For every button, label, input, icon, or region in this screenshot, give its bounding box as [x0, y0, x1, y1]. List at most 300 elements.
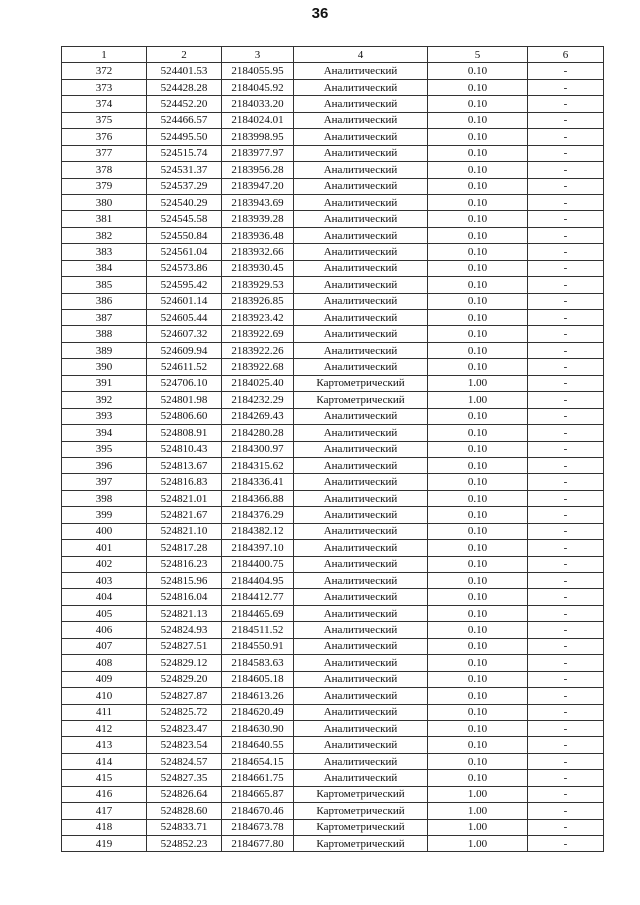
- y-coordinate-cell: 2183930.45: [222, 260, 294, 276]
- table-row: [62, 162, 604, 178]
- accuracy-cell: 0.10: [428, 622, 528, 638]
- y-coordinate-cell: 2184376.29: [222, 507, 294, 523]
- note-cell: -: [528, 112, 604, 128]
- column-header-1: 1: [62, 47, 147, 63]
- point-number-cell: 417: [62, 803, 147, 819]
- note-cell: -: [528, 457, 604, 473]
- note-cell: -: [528, 162, 604, 178]
- table-row: [62, 655, 604, 671]
- point-number-cell: 418: [62, 819, 147, 835]
- y-coordinate-cell: 2183998.95: [222, 129, 294, 145]
- y-coordinate-cell: 2183922.26: [222, 342, 294, 358]
- table-row: [62, 79, 604, 95]
- column-header-6: 6: [528, 47, 604, 63]
- y-coordinate-cell: 2183923.42: [222, 310, 294, 326]
- point-number-cell: 419: [62, 836, 147, 852]
- note-cell: -: [528, 145, 604, 161]
- note-cell: -: [528, 638, 604, 654]
- point-number-cell: 393: [62, 408, 147, 424]
- table-row: [62, 507, 604, 523]
- table-header: [62, 47, 604, 63]
- table-row: [62, 112, 604, 128]
- accuracy-cell: 0.10: [428, 310, 528, 326]
- table-row: [62, 408, 604, 424]
- table-row: [62, 720, 604, 736]
- table-row: [62, 392, 604, 408]
- point-number-cell: 412: [62, 720, 147, 736]
- method-cell: Аналитический: [294, 720, 428, 736]
- table-row: [62, 375, 604, 391]
- point-number-cell: 397: [62, 474, 147, 490]
- accuracy-cell: 0.10: [428, 145, 528, 161]
- y-coordinate-cell: 2184670.46: [222, 803, 294, 819]
- accuracy-cell: 0.10: [428, 359, 528, 375]
- note-cell: -: [528, 79, 604, 95]
- y-coordinate-cell: 2184620.49: [222, 704, 294, 720]
- method-cell: Аналитический: [294, 622, 428, 638]
- accuracy-cell: 0.10: [428, 573, 528, 589]
- method-cell: Аналитический: [294, 162, 428, 178]
- x-coordinate-cell: 524595.42: [147, 277, 222, 293]
- point-number-cell: 395: [62, 441, 147, 457]
- y-coordinate-cell: 2183926.85: [222, 293, 294, 309]
- column-header-3: 3: [222, 47, 294, 63]
- point-number-cell: 403: [62, 573, 147, 589]
- note-cell: -: [528, 425, 604, 441]
- point-number-cell: 384: [62, 260, 147, 276]
- note-cell: -: [528, 129, 604, 145]
- y-coordinate-cell: 2184045.92: [222, 79, 294, 95]
- table-row: [62, 326, 604, 342]
- table-row: [62, 178, 604, 194]
- accuracy-cell: 1.00: [428, 819, 528, 835]
- x-coordinate-cell: 524806.60: [147, 408, 222, 424]
- y-coordinate-cell: 2184024.01: [222, 112, 294, 128]
- table-row: [62, 96, 604, 112]
- point-number-cell: 398: [62, 490, 147, 506]
- x-coordinate-cell: 524824.93: [147, 622, 222, 638]
- x-coordinate-cell: 524801.98: [147, 392, 222, 408]
- accuracy-cell: 1.00: [428, 392, 528, 408]
- note-cell: -: [528, 96, 604, 112]
- x-coordinate-cell: 524561.04: [147, 244, 222, 260]
- method-cell: Аналитический: [294, 244, 428, 260]
- table-row: [62, 589, 604, 605]
- accuracy-cell: 0.10: [428, 556, 528, 572]
- method-cell: Аналитический: [294, 589, 428, 605]
- table-row: [62, 638, 604, 654]
- point-number-cell: 392: [62, 392, 147, 408]
- point-number-cell: 405: [62, 605, 147, 621]
- x-coordinate-cell: 524401.53: [147, 63, 222, 79]
- y-coordinate-cell: 2184613.26: [222, 688, 294, 704]
- note-cell: -: [528, 293, 604, 309]
- accuracy-cell: 0.10: [428, 211, 528, 227]
- x-coordinate-cell: 524833.71: [147, 819, 222, 835]
- method-cell: Аналитический: [294, 556, 428, 572]
- note-cell: -: [528, 523, 604, 539]
- accuracy-cell: 1.00: [428, 375, 528, 391]
- point-number-cell: 374: [62, 96, 147, 112]
- note-cell: -: [528, 392, 604, 408]
- table-row: [62, 310, 604, 326]
- point-number-cell: 413: [62, 737, 147, 753]
- method-cell: Аналитический: [294, 260, 428, 276]
- method-cell: Аналитический: [294, 737, 428, 753]
- accuracy-cell: 0.10: [428, 178, 528, 194]
- x-coordinate-cell: 524810.43: [147, 441, 222, 457]
- point-number-cell: 414: [62, 753, 147, 769]
- point-number-cell: 402: [62, 556, 147, 572]
- x-coordinate-cell: 524817.28: [147, 540, 222, 556]
- accuracy-cell: 0.10: [428, 260, 528, 276]
- x-coordinate-cell: 524531.37: [147, 162, 222, 178]
- point-number-cell: 415: [62, 770, 147, 786]
- note-cell: -: [528, 260, 604, 276]
- y-coordinate-cell: 2184232.29: [222, 392, 294, 408]
- note-cell: -: [528, 326, 604, 342]
- x-coordinate-cell: 524601.14: [147, 293, 222, 309]
- note-cell: -: [528, 342, 604, 358]
- accuracy-cell: 0.10: [428, 425, 528, 441]
- accuracy-cell: 1.00: [428, 786, 528, 802]
- y-coordinate-cell: 2184280.28: [222, 425, 294, 441]
- accuracy-cell: 0.10: [428, 112, 528, 128]
- point-number-cell: 409: [62, 671, 147, 687]
- note-cell: -: [528, 803, 604, 819]
- method-cell: Картометрический: [294, 803, 428, 819]
- accuracy-cell: 0.10: [428, 474, 528, 490]
- point-number-cell: 408: [62, 655, 147, 671]
- coordinates-table: [61, 46, 604, 852]
- x-coordinate-cell: 524495.50: [147, 129, 222, 145]
- method-cell: Аналитический: [294, 293, 428, 309]
- note-cell: -: [528, 655, 604, 671]
- note-cell: -: [528, 474, 604, 490]
- point-number-cell: 410: [62, 688, 147, 704]
- table-row: [62, 803, 604, 819]
- y-coordinate-cell: 2184654.15: [222, 753, 294, 769]
- point-number-cell: 380: [62, 194, 147, 210]
- y-coordinate-cell: 2184630.90: [222, 720, 294, 736]
- accuracy-cell: 0.10: [428, 540, 528, 556]
- accuracy-cell: 0.10: [428, 638, 528, 654]
- y-coordinate-cell: 2183936.48: [222, 227, 294, 243]
- table-body: [62, 63, 604, 852]
- point-number-cell: 404: [62, 589, 147, 605]
- x-coordinate-cell: 524829.20: [147, 671, 222, 687]
- table-row: [62, 227, 604, 243]
- table-row: [62, 194, 604, 210]
- accuracy-cell: 0.10: [428, 162, 528, 178]
- method-cell: Картометрический: [294, 786, 428, 802]
- point-number-cell: 378: [62, 162, 147, 178]
- y-coordinate-cell: 2183977.97: [222, 145, 294, 161]
- table-row: [62, 704, 604, 720]
- accuracy-cell: 0.10: [428, 194, 528, 210]
- note-cell: -: [528, 556, 604, 572]
- x-coordinate-cell: 524611.52: [147, 359, 222, 375]
- y-coordinate-cell: 2184661.75: [222, 770, 294, 786]
- table-row: [62, 836, 604, 852]
- point-number-cell: 416: [62, 786, 147, 802]
- x-coordinate-cell: 524808.91: [147, 425, 222, 441]
- y-coordinate-cell: 2184382.12: [222, 523, 294, 539]
- note-cell: -: [528, 277, 604, 293]
- y-coordinate-cell: 2184665.87: [222, 786, 294, 802]
- y-coordinate-cell: 2184055.95: [222, 63, 294, 79]
- table-row: [62, 277, 604, 293]
- accuracy-cell: 0.10: [428, 655, 528, 671]
- note-cell: -: [528, 688, 604, 704]
- table-row: [62, 457, 604, 473]
- note-cell: -: [528, 836, 604, 852]
- x-coordinate-cell: 524540.29: [147, 194, 222, 210]
- accuracy-cell: 0.10: [428, 63, 528, 79]
- point-number-cell: 391: [62, 375, 147, 391]
- accuracy-cell: 1.00: [428, 803, 528, 819]
- y-coordinate-cell: 2184605.18: [222, 671, 294, 687]
- table-row: [62, 737, 604, 753]
- method-cell: Аналитический: [294, 277, 428, 293]
- x-coordinate-cell: 524573.86: [147, 260, 222, 276]
- note-cell: -: [528, 540, 604, 556]
- point-number-cell: 375: [62, 112, 147, 128]
- y-coordinate-cell: 2183932.66: [222, 244, 294, 260]
- x-coordinate-cell: 524816.23: [147, 556, 222, 572]
- y-coordinate-cell: 2184400.75: [222, 556, 294, 572]
- method-cell: Аналитический: [294, 441, 428, 457]
- method-cell: Аналитический: [294, 408, 428, 424]
- column-header-4: 4: [294, 47, 428, 63]
- accuracy-cell: 0.10: [428, 441, 528, 457]
- y-coordinate-cell: 2184465.69: [222, 605, 294, 621]
- method-cell: Аналитический: [294, 79, 428, 95]
- y-coordinate-cell: 2183939.28: [222, 211, 294, 227]
- table-row: [62, 786, 604, 802]
- method-cell: Аналитический: [294, 704, 428, 720]
- x-coordinate-cell: 524816.83: [147, 474, 222, 490]
- y-coordinate-cell: 2184640.55: [222, 737, 294, 753]
- note-cell: -: [528, 786, 604, 802]
- x-coordinate-cell: 524825.72: [147, 704, 222, 720]
- point-number-cell: 377: [62, 145, 147, 161]
- point-number-cell: 385: [62, 277, 147, 293]
- point-number-cell: 386: [62, 293, 147, 309]
- method-cell: Аналитический: [294, 507, 428, 523]
- note-cell: -: [528, 605, 604, 621]
- point-number-cell: 407: [62, 638, 147, 654]
- y-coordinate-cell: 2184677.80: [222, 836, 294, 852]
- note-cell: -: [528, 671, 604, 687]
- accuracy-cell: 0.10: [428, 79, 528, 95]
- table-row: [62, 244, 604, 260]
- method-cell: Аналитический: [294, 688, 428, 704]
- table-row: [62, 425, 604, 441]
- method-cell: Аналитический: [294, 310, 428, 326]
- x-coordinate-cell: 524827.87: [147, 688, 222, 704]
- y-coordinate-cell: 2183929.53: [222, 277, 294, 293]
- x-coordinate-cell: 524428.28: [147, 79, 222, 95]
- note-cell: -: [528, 589, 604, 605]
- x-coordinate-cell: 524823.54: [147, 737, 222, 753]
- y-coordinate-cell: 2184315.62: [222, 457, 294, 473]
- method-cell: Аналитический: [294, 770, 428, 786]
- x-coordinate-cell: 524816.04: [147, 589, 222, 605]
- point-number-cell: 390: [62, 359, 147, 375]
- method-cell: Аналитический: [294, 194, 428, 210]
- y-coordinate-cell: 2184025.40: [222, 375, 294, 391]
- x-coordinate-cell: 524609.94: [147, 342, 222, 358]
- x-coordinate-cell: 524815.96: [147, 573, 222, 589]
- note-cell: -: [528, 178, 604, 194]
- point-number-cell: 400: [62, 523, 147, 539]
- note-cell: -: [528, 704, 604, 720]
- y-coordinate-cell: 2183922.68: [222, 359, 294, 375]
- point-number-cell: 381: [62, 211, 147, 227]
- note-cell: -: [528, 211, 604, 227]
- x-coordinate-cell: 524826.64: [147, 786, 222, 802]
- x-coordinate-cell: 524452.20: [147, 96, 222, 112]
- table-row: [62, 145, 604, 161]
- table-row: [62, 211, 604, 227]
- method-cell: Аналитический: [294, 63, 428, 79]
- accuracy-cell: 0.10: [428, 227, 528, 243]
- method-cell: Аналитический: [294, 178, 428, 194]
- method-cell: Аналитический: [294, 655, 428, 671]
- table-row: [62, 441, 604, 457]
- table-row: [62, 63, 604, 79]
- note-cell: -: [528, 490, 604, 506]
- y-coordinate-cell: 2184511.52: [222, 622, 294, 638]
- note-cell: -: [528, 359, 604, 375]
- y-coordinate-cell: 2183943.69: [222, 194, 294, 210]
- method-cell: Аналитический: [294, 425, 428, 441]
- y-coordinate-cell: 2184550.91: [222, 638, 294, 654]
- accuracy-cell: 0.10: [428, 589, 528, 605]
- method-cell: Аналитический: [294, 753, 428, 769]
- note-cell: -: [528, 720, 604, 736]
- point-number-cell: 406: [62, 622, 147, 638]
- accuracy-cell: 0.10: [428, 490, 528, 506]
- table-row: [62, 556, 604, 572]
- method-cell: Аналитический: [294, 474, 428, 490]
- note-cell: -: [528, 573, 604, 589]
- x-coordinate-cell: 524545.58: [147, 211, 222, 227]
- y-coordinate-cell: 2184397.10: [222, 540, 294, 556]
- table-row: [62, 540, 604, 556]
- header-row: [62, 47, 604, 63]
- method-cell: Аналитический: [294, 638, 428, 654]
- accuracy-cell: 0.10: [428, 770, 528, 786]
- x-coordinate-cell: 524852.23: [147, 836, 222, 852]
- accuracy-cell: 0.10: [428, 737, 528, 753]
- x-coordinate-cell: 524824.57: [147, 753, 222, 769]
- accuracy-cell: 0.10: [428, 688, 528, 704]
- x-coordinate-cell: 524828.60: [147, 803, 222, 819]
- point-number-cell: 387: [62, 310, 147, 326]
- x-coordinate-cell: 524821.13: [147, 605, 222, 621]
- method-cell: Аналитический: [294, 671, 428, 687]
- accuracy-cell: 0.10: [428, 408, 528, 424]
- table-row: [62, 573, 604, 589]
- accuracy-cell: 0.10: [428, 605, 528, 621]
- method-cell: Картометрический: [294, 375, 428, 391]
- method-cell: Аналитический: [294, 211, 428, 227]
- method-cell: Аналитический: [294, 573, 428, 589]
- method-cell: Аналитический: [294, 490, 428, 506]
- accuracy-cell: 0.10: [428, 523, 528, 539]
- x-coordinate-cell: 524605.44: [147, 310, 222, 326]
- table-row: [62, 605, 604, 621]
- page-number: 36: [311, 5, 329, 22]
- method-cell: Аналитический: [294, 540, 428, 556]
- method-cell: Аналитический: [294, 359, 428, 375]
- table-row: [62, 260, 604, 276]
- accuracy-cell: 1.00: [428, 836, 528, 852]
- note-cell: -: [528, 227, 604, 243]
- x-coordinate-cell: 524827.35: [147, 770, 222, 786]
- y-coordinate-cell: 2184673.78: [222, 819, 294, 835]
- point-number-cell: 383: [62, 244, 147, 260]
- note-cell: -: [528, 194, 604, 210]
- method-cell: Аналитический: [294, 326, 428, 342]
- table-row: [62, 129, 604, 145]
- table-row: [62, 688, 604, 704]
- point-number-cell: 382: [62, 227, 147, 243]
- method-cell: Картометрический: [294, 392, 428, 408]
- method-cell: Аналитический: [294, 145, 428, 161]
- table-row: [62, 474, 604, 490]
- point-number-cell: 376: [62, 129, 147, 145]
- table-row: [62, 770, 604, 786]
- note-cell: -: [528, 310, 604, 326]
- note-cell: -: [528, 375, 604, 391]
- x-coordinate-cell: 524821.01: [147, 490, 222, 506]
- note-cell: -: [528, 622, 604, 638]
- accuracy-cell: 0.10: [428, 129, 528, 145]
- column-header-5: 5: [428, 47, 528, 63]
- point-number-cell: 388: [62, 326, 147, 342]
- y-coordinate-cell: 2183922.69: [222, 326, 294, 342]
- y-coordinate-cell: 2184300.97: [222, 441, 294, 457]
- x-coordinate-cell: 524823.47: [147, 720, 222, 736]
- point-number-cell: 389: [62, 342, 147, 358]
- point-number-cell: 399: [62, 507, 147, 523]
- table-row: [62, 293, 604, 309]
- accuracy-cell: 0.10: [428, 244, 528, 260]
- x-coordinate-cell: 524706.10: [147, 375, 222, 391]
- note-cell: -: [528, 737, 604, 753]
- note-cell: -: [528, 819, 604, 835]
- note-cell: -: [528, 441, 604, 457]
- table-row: [62, 490, 604, 506]
- accuracy-cell: 0.10: [428, 671, 528, 687]
- method-cell: Аналитический: [294, 523, 428, 539]
- x-coordinate-cell: 524607.32: [147, 326, 222, 342]
- point-number-cell: 372: [62, 63, 147, 79]
- x-coordinate-cell: 524813.67: [147, 457, 222, 473]
- method-cell: Аналитический: [294, 129, 428, 145]
- method-cell: Картометрический: [294, 819, 428, 835]
- x-coordinate-cell: 524821.67: [147, 507, 222, 523]
- column-header-2: 2: [147, 47, 222, 63]
- y-coordinate-cell: 2183956.28: [222, 162, 294, 178]
- x-coordinate-cell: 524827.51: [147, 638, 222, 654]
- method-cell: Аналитический: [294, 227, 428, 243]
- point-number-cell: 396: [62, 457, 147, 473]
- point-number-cell: 373: [62, 79, 147, 95]
